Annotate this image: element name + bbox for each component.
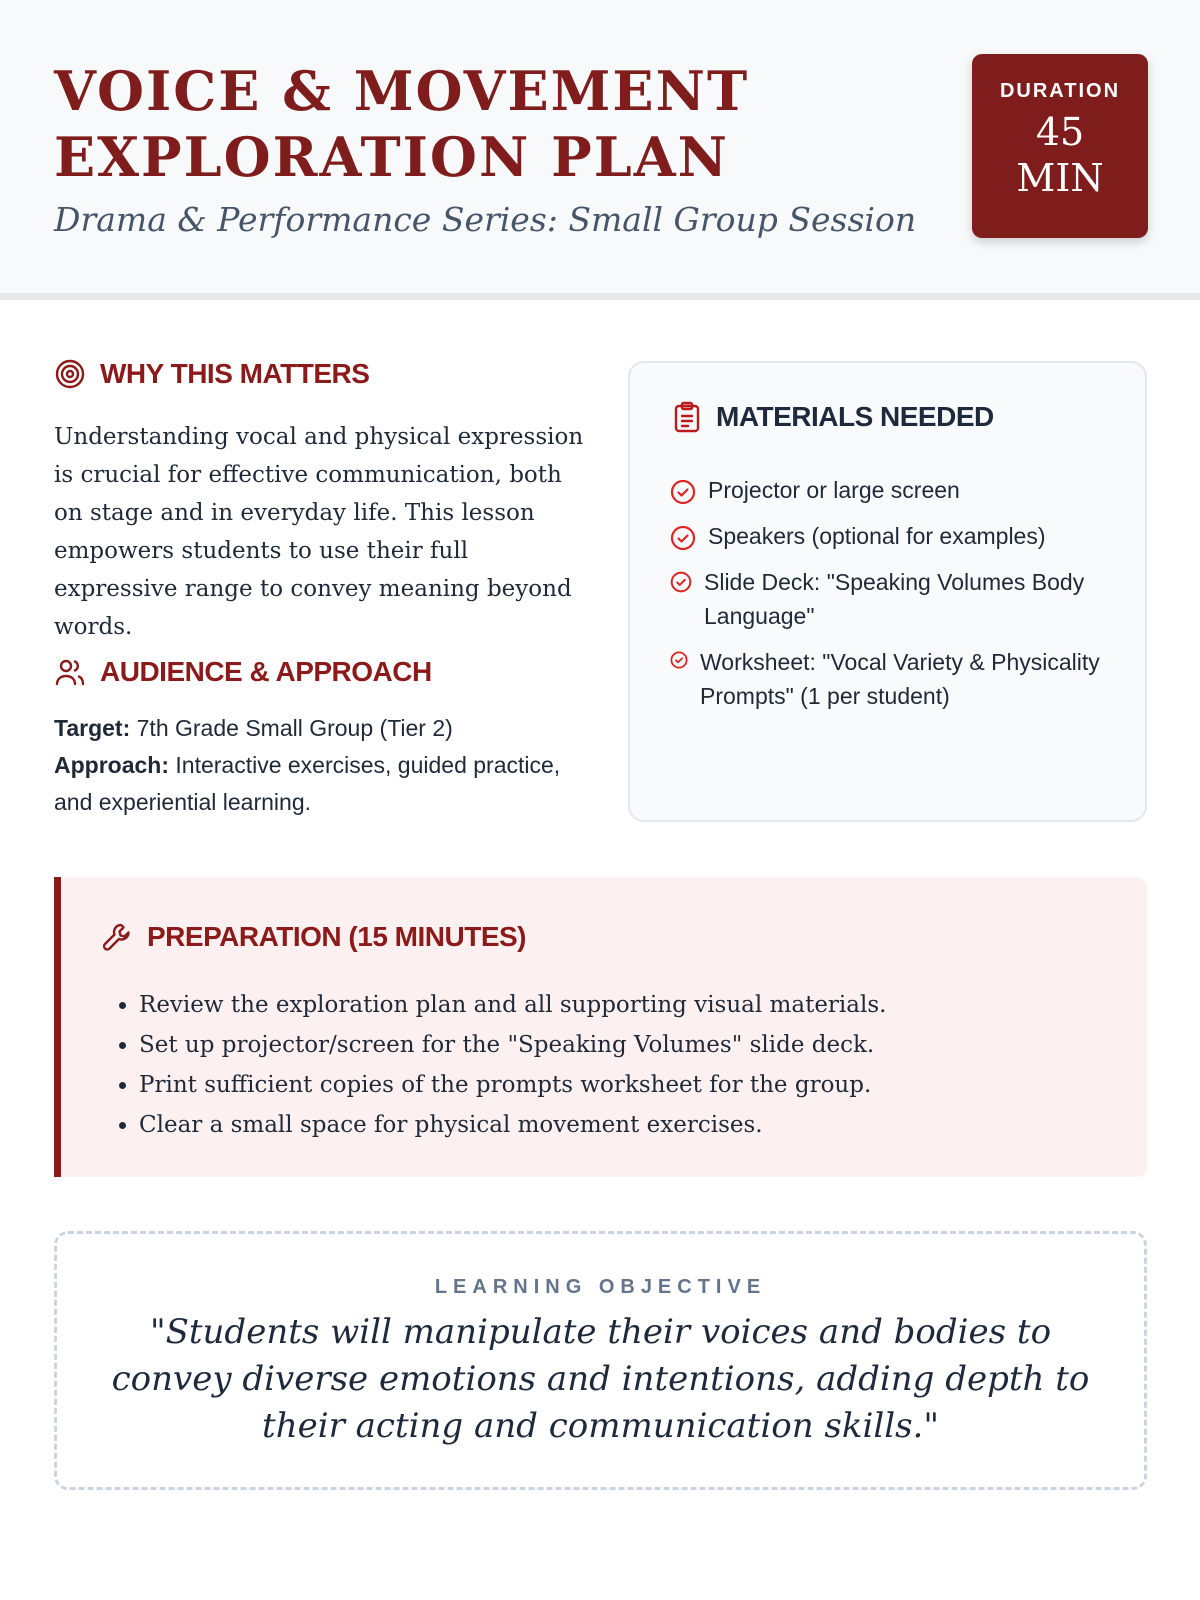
check-circle-icon <box>670 479 696 505</box>
page-header <box>0 0 1200 300</box>
why-heading-text: WHY THIS MATTERS <box>100 358 370 389</box>
preparation-list <box>107 985 886 1145</box>
audience-body <box>54 710 584 821</box>
list-item <box>670 473 1110 507</box>
duration-badge <box>972 54 1148 238</box>
objective-label: LEARNING OBJECTIVE <box>434 1276 767 1298</box>
list-item: • Print sufficient copies of the prompts worksheet for the group. <box>139 1065 886 1105</box>
audience-target <box>54 710 584 747</box>
materials-card <box>628 361 1147 822</box>
list-item <box>670 645 1110 713</box>
learning-objective-card <box>54 1231 1147 1490</box>
audience-approach <box>54 747 584 821</box>
page-subtitle: Drama & Performance Series: Small Group Session <box>54 200 917 239</box>
duration-value: 45 MIN <box>1016 110 1104 200</box>
materials-heading-text: MATERIALS NEEDED <box>716 401 994 432</box>
duration-label: DURATION <box>999 80 1121 102</box>
material-text: Worksheet: "Vocal Variety & Physicality Prompts" (1 per student) <box>700 649 1100 709</box>
list-item <box>670 519 1110 553</box>
preparation-card <box>54 877 1147 1177</box>
clipboard-icon <box>672 401 702 433</box>
wrench-icon <box>101 921 133 953</box>
check-circle-icon <box>670 525 696 551</box>
page-title: VOICE & MOVEMENT EXPLORATION PLAN <box>54 59 750 189</box>
list-item: • Review the exploration plan and all supporting visual materials. <box>139 985 886 1025</box>
list-item <box>670 565 1110 633</box>
preparation-heading-text: PREPARATION (15 MINUTES) <box>147 921 526 952</box>
audience-heading <box>54 656 432 688</box>
target-label: Target: <box>54 715 131 741</box>
audience-heading-text: AUDIENCE & APPROACH <box>100 656 432 687</box>
check-circle-icon <box>670 571 692 593</box>
material-text: Projector or large screen <box>708 477 960 503</box>
material-text: Slide Deck: "Speaking Volumes Body Language" <box>704 569 1085 629</box>
target-icon <box>54 358 86 390</box>
materials-list <box>670 473 1110 725</box>
preparation-heading <box>101 921 526 953</box>
check-circle-icon <box>670 651 688 669</box>
objective-text: "Students will manipulate their voices and bodies to convey diverse emotions and intentions, adding depth to their acting and communication skills." <box>111 1312 1090 1446</box>
approach-label: Approach: <box>54 752 169 778</box>
users-icon <box>54 656 86 688</box>
material-text: Speakers (optional for examples) <box>708 523 1046 549</box>
list-item: • Set up projector/screen for the "Speaking Volumes" slide deck. <box>139 1025 886 1065</box>
why-body: Understanding vocal and physical expression is crucial for effective communication, both on stage and in everyday life. This lesson empowers students to use their full expressive range to convey meaning beyond words. <box>54 424 584 640</box>
why-heading <box>54 358 369 390</box>
materials-heading <box>672 401 994 433</box>
approach-value: Interactive exercises, guided practice, and experiential learning. <box>54 752 561 815</box>
list-item: • Clear a small space for physical movement exercises. <box>139 1105 886 1145</box>
target-value: 7th Grade Small Group (Tier 2) <box>136 715 453 741</box>
